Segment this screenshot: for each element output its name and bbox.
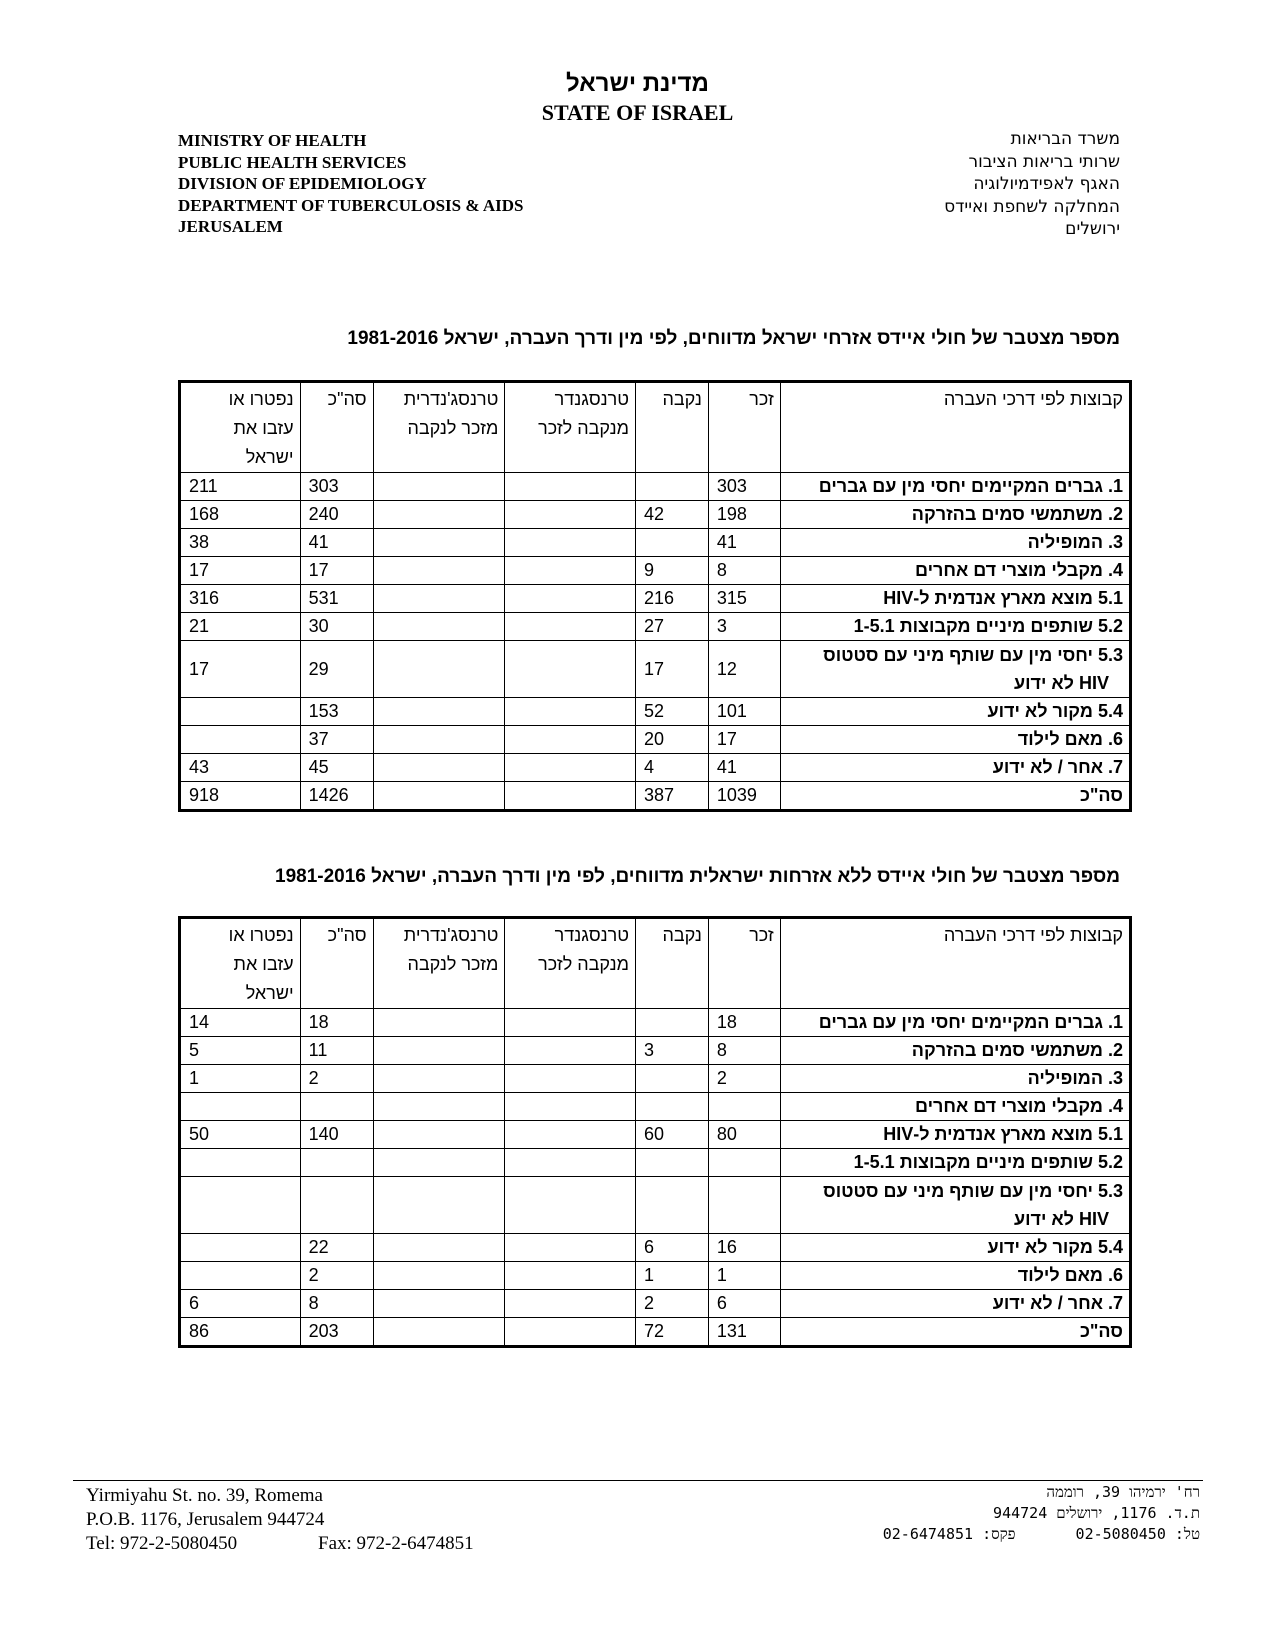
cell-male: 303 [708, 473, 780, 501]
cell-dead: 1 [180, 1065, 301, 1093]
cell-trans-fm [505, 782, 636, 811]
cell-total: 45 [300, 754, 373, 782]
row-label: סה"כ [780, 782, 1130, 811]
cell-total [300, 1149, 373, 1177]
cell-trans-mf [373, 1262, 505, 1290]
footer-fax: פקס: 02-6474851 [882, 1525, 1016, 1543]
ministry-line: PUBLIC HEALTH SERVICES [178, 152, 407, 172]
cell-trans-fm [505, 1318, 636, 1347]
cell-male: 8 [708, 1037, 780, 1065]
cell-female: 52 [636, 698, 709, 726]
footer-pob: ת.ד. 1176, ירושלים 944724 [993, 1504, 1200, 1522]
footer-contact [86, 1532, 474, 1556]
table-row [180, 1037, 1131, 1065]
cell-trans-fm [505, 1234, 636, 1262]
cell-trans-fm [505, 754, 636, 782]
row-label: סה"כ [780, 1318, 1130, 1347]
cell-trans-mf [373, 1009, 505, 1037]
table-row [180, 613, 1131, 641]
cell-female: 6 [636, 1234, 709, 1262]
cell-trans-fm [505, 557, 636, 585]
cell-male [708, 1149, 780, 1177]
cell-female [636, 473, 709, 501]
cell-female: 20 [636, 726, 709, 754]
header-trans-fm: טרנסגנדר מנקבה לזכר [505, 918, 636, 1009]
footer-address-english [86, 1484, 474, 1556]
header-trans-mf: טרנסג'נדרית מזכר לנקבה [373, 382, 505, 473]
table-row [180, 1290, 1131, 1318]
footer-street: Yirmiyahu St. no. 39, Romema [86, 1485, 323, 1506]
header-group: קבוצות לפי דרכי העברה [780, 382, 1130, 473]
cell-male: 16 [708, 1234, 780, 1262]
table2-body [180, 1009, 1131, 1347]
row-label: 5.2 שותפים מיניים מקבוצות 1-5.1 [780, 1149, 1130, 1177]
cell-female [636, 1093, 709, 1121]
cell-trans-mf [373, 698, 505, 726]
cell-dead [180, 1149, 301, 1177]
table-row [180, 698, 1131, 726]
cell-trans-mf [373, 1093, 505, 1121]
row-label: 7. אחר / לא ידוע [780, 1290, 1130, 1318]
cell-female: 387 [636, 782, 709, 811]
header-male: זכר [708, 918, 780, 1009]
cell-total: 240 [300, 501, 373, 529]
row-label: 5.1 מוצא מארץ אנדמית ל-HIV [780, 1121, 1130, 1149]
cell-female [636, 529, 709, 557]
cell-trans-fm [505, 501, 636, 529]
cell-male: 41 [708, 754, 780, 782]
cell-trans-mf [373, 1290, 505, 1318]
table-row [180, 1093, 1131, 1121]
row-label: 5.3 יחסי מין עם שותף מיני עם סטטוס HIV לא ידוע [780, 641, 1130, 698]
cell-trans-fm [505, 698, 636, 726]
footer-contact [883, 1524, 1200, 1545]
cell-trans-fm [505, 1093, 636, 1121]
table-row [180, 1121, 1131, 1149]
cell-total [300, 1177, 373, 1234]
header-total: סה"כ [300, 382, 373, 473]
row-label: 3. המופיליה [780, 529, 1130, 557]
table-row [180, 1149, 1131, 1177]
table2-non-citizens [178, 916, 1132, 1348]
cell-trans-fm [505, 1262, 636, 1290]
ministry-line: MINISTRY OF HEALTH [178, 131, 367, 150]
header-dead-left: נפטרו או עזבו את ישראל [180, 918, 301, 1009]
ministry-line: DIVISION OF EPIDEMIOLOGY [178, 174, 427, 193]
cell-total: 153 [300, 698, 373, 726]
cell-dead: 5 [180, 1037, 301, 1065]
cell-male: 1 [708, 1262, 780, 1290]
cell-male: 3 [708, 613, 780, 641]
cell-female: 9 [636, 557, 709, 585]
ministry-line: ירושלים [1065, 219, 1120, 239]
cell-trans-mf [373, 473, 505, 501]
cell-trans-mf [373, 726, 505, 754]
cell-male: 2 [708, 1065, 780, 1093]
cell-dead [180, 1262, 301, 1290]
table-row [180, 726, 1131, 754]
cell-dead: 17 [180, 557, 301, 585]
cell-trans-mf [373, 1234, 505, 1262]
state-title-hebrew: מדינת ישראל [566, 70, 709, 97]
cell-trans-fm [505, 726, 636, 754]
row-label: 5.1 מוצא מארץ אנדמית ל-HIV [780, 585, 1130, 613]
cell-trans-mf [373, 501, 505, 529]
cell-total: 1426 [300, 782, 373, 811]
row-label: 5.3 יחסי מין עם שותף מיני עם סטטוס HIV לא ידוע [780, 1177, 1130, 1234]
cell-dead: 6 [180, 1290, 301, 1318]
row-label: 6. מאם לילוד [780, 726, 1130, 754]
cell-dead [180, 1234, 301, 1262]
cell-female: 42 [636, 501, 709, 529]
footer-fax: Fax: 972-2-6474851 [318, 1533, 474, 1554]
row-label: 1. גברים המקיימים יחסי מין עם גברים [780, 473, 1130, 501]
cell-trans-mf [373, 1177, 505, 1234]
cell-trans-fm [505, 585, 636, 613]
cell-trans-fm [505, 1009, 636, 1037]
cell-trans-mf [373, 1121, 505, 1149]
header-female: נקבה [636, 918, 709, 1009]
cell-dead: 14 [180, 1009, 301, 1037]
cell-male: 101 [708, 698, 780, 726]
cell-total: 8 [300, 1290, 373, 1318]
cell-trans-fm [505, 473, 636, 501]
cell-female: 216 [636, 585, 709, 613]
cell-total: 41 [300, 529, 373, 557]
cell-trans-mf [373, 641, 505, 698]
footer-tel: טל: 02-5080450 [1075, 1525, 1200, 1543]
state-title-english: STATE OF ISRAEL [541, 100, 734, 125]
cell-male: 198 [708, 501, 780, 529]
cell-male: 41 [708, 529, 780, 557]
header-trans-fm: טרנסגנדר מנקבה לזכר [505, 382, 636, 473]
row-label: 5.4 מקור לא ידוע [780, 1234, 1130, 1262]
cell-male: 1039 [708, 782, 780, 811]
cell-trans-fm [505, 529, 636, 557]
row-label: 5.2 שותפים מיניים מקבוצות 1-5.1 [780, 613, 1130, 641]
table-row [180, 754, 1131, 782]
cell-dead [180, 1177, 301, 1234]
ministry-line: משרד הבריאות [1010, 129, 1120, 149]
cell-trans-mf [373, 1149, 505, 1177]
cell-female: 60 [636, 1121, 709, 1149]
cell-dead: 211 [180, 473, 301, 501]
cell-female [636, 1177, 709, 1234]
table-row [180, 782, 1131, 811]
row-label: 2. משתמשי סמים בהזרקה [780, 1037, 1130, 1065]
cell-male: 18 [708, 1009, 780, 1037]
cell-female [636, 1009, 709, 1037]
table1-citizens [178, 380, 1132, 812]
cell-male: 8 [708, 557, 780, 585]
table-row [180, 1234, 1131, 1262]
row-label: 3. המופיליה [780, 1065, 1130, 1093]
cell-total [300, 1093, 373, 1121]
cell-dead: 168 [180, 501, 301, 529]
cell-total: 2 [300, 1262, 373, 1290]
ministry-line: האגף לאפידמיולוגיה [973, 174, 1120, 194]
cell-dead: 43 [180, 754, 301, 782]
cell-female: 72 [636, 1318, 709, 1347]
table1-header [180, 382, 1131, 473]
cell-dead [180, 1093, 301, 1121]
ministry-line: המחלקה לשחפת ואיידס [944, 196, 1120, 217]
cell-trans-fm [505, 613, 636, 641]
row-label: 4. מקבלי מוצרי דם אחרים [780, 1093, 1130, 1121]
cell-total: 30 [300, 613, 373, 641]
cell-total: 2 [300, 1065, 373, 1093]
row-label: 4. מקבלי מוצרי דם אחרים [780, 557, 1130, 585]
table-row [180, 501, 1131, 529]
cell-male: 315 [708, 585, 780, 613]
cell-total: 531 [300, 585, 373, 613]
cell-total: 17 [300, 557, 373, 585]
cell-female: 2 [636, 1290, 709, 1318]
cell-trans-fm [505, 1065, 636, 1093]
cell-dead [180, 698, 301, 726]
row-label: 7. אחר / לא ידוע [780, 754, 1130, 782]
row-label: 2. משתמשי סמים בהזרקה [780, 501, 1130, 529]
ministry-english-block [178, 130, 523, 238]
ministry-line: שרותי בריאות הציבור [968, 151, 1120, 172]
cell-trans-mf [373, 585, 505, 613]
table1-body [180, 473, 1131, 811]
cell-male [708, 1177, 780, 1234]
table2-title: מספר מצטבר של חולי איידס ללא אזרחות ישראלית מדווחים, לפי מין ודרך העברה, ישראל 1981-2016 [275, 866, 1120, 887]
cell-trans-mf [373, 557, 505, 585]
cell-trans-mf [373, 1065, 505, 1093]
ministry-line: JERUSALEM [178, 217, 283, 236]
cell-male: 12 [708, 641, 780, 698]
cell-trans-fm [505, 641, 636, 698]
cell-trans-fm [505, 1037, 636, 1065]
cell-female: 1 [636, 1262, 709, 1290]
cell-female: 17 [636, 641, 709, 698]
footer-street: רח' ירמיהו 39, רוממה [1046, 1483, 1200, 1501]
table-row [180, 529, 1131, 557]
cell-female: 4 [636, 754, 709, 782]
cell-trans-mf [373, 529, 505, 557]
header-group: קבוצות לפי דרכי העברה [780, 918, 1130, 1009]
table-row [180, 557, 1131, 585]
cell-total: 303 [300, 473, 373, 501]
footer-tel: Tel: 972-2-5080450 [86, 1533, 238, 1554]
header-female: נקבה [636, 382, 709, 473]
cell-total: 18 [300, 1009, 373, 1037]
footer-divider [73, 1480, 1203, 1481]
cell-dead: 17 [180, 641, 301, 698]
footer-address-hebrew [883, 1482, 1200, 1545]
cell-female: 27 [636, 613, 709, 641]
header-dead-left: נפטרו או עזבו את ישראל [180, 382, 301, 473]
table-row [180, 473, 1131, 501]
header-total: סה"כ [300, 918, 373, 1009]
cell-dead [180, 726, 301, 754]
cell-dead: 21 [180, 613, 301, 641]
cell-trans-mf [373, 613, 505, 641]
cell-trans-mf [373, 1037, 505, 1065]
cell-male: 17 [708, 726, 780, 754]
table-row [180, 1177, 1131, 1234]
cell-trans-mf [373, 754, 505, 782]
cell-male: 80 [708, 1121, 780, 1149]
cell-trans-fm [505, 1290, 636, 1318]
table-row [180, 641, 1131, 698]
cell-dead: 316 [180, 585, 301, 613]
cell-trans-fm [505, 1177, 636, 1234]
ministry-hebrew-block [944, 128, 1120, 241]
cell-female: 3 [636, 1037, 709, 1065]
table-row [180, 1318, 1131, 1347]
cell-total: 11 [300, 1037, 373, 1065]
table-row [180, 1065, 1131, 1093]
ministry-line: DEPARTMENT OF TUBERCULOSIS & AIDS [178, 195, 524, 215]
cell-trans-mf [373, 782, 505, 811]
row-label: 5.4 מקור לא ידוע [780, 698, 1130, 726]
cell-dead: 50 [180, 1121, 301, 1149]
cell-dead: 38 [180, 529, 301, 557]
cell-dead: 918 [180, 782, 301, 811]
cell-female [636, 1065, 709, 1093]
cell-male: 6 [708, 1290, 780, 1318]
cell-trans-fm [505, 1149, 636, 1177]
table-row [180, 1009, 1131, 1037]
row-label: 6. מאם לילוד [780, 1262, 1130, 1290]
header-male: זכר [708, 382, 780, 473]
row-label: 1. גברים המקיימים יחסי מין עם גברים [780, 1009, 1130, 1037]
cell-trans-fm [505, 1121, 636, 1149]
cell-male [708, 1093, 780, 1121]
table-row [180, 1262, 1131, 1290]
cell-total: 22 [300, 1234, 373, 1262]
table2-header [180, 918, 1131, 1009]
cell-female [636, 1149, 709, 1177]
table1-title: מספר מצטבר של חולי איידס אזרחי ישראל מדווחים, לפי מין ודרך העברה, ישראל 1981-2016 [347, 328, 1120, 349]
cell-dead: 86 [180, 1318, 301, 1347]
cell-trans-mf [373, 1318, 505, 1347]
cell-total: 29 [300, 641, 373, 698]
cell-total: 140 [300, 1121, 373, 1149]
footer-pob: P.O.B. 1176, Jerusalem 944724 [86, 1509, 325, 1530]
header-trans-mf: טרנסג'נדרית מזכר לנקבה [373, 918, 505, 1009]
table-row [180, 585, 1131, 613]
cell-total: 203 [300, 1318, 373, 1347]
cell-total: 37 [300, 726, 373, 754]
cell-male: 131 [708, 1318, 780, 1347]
